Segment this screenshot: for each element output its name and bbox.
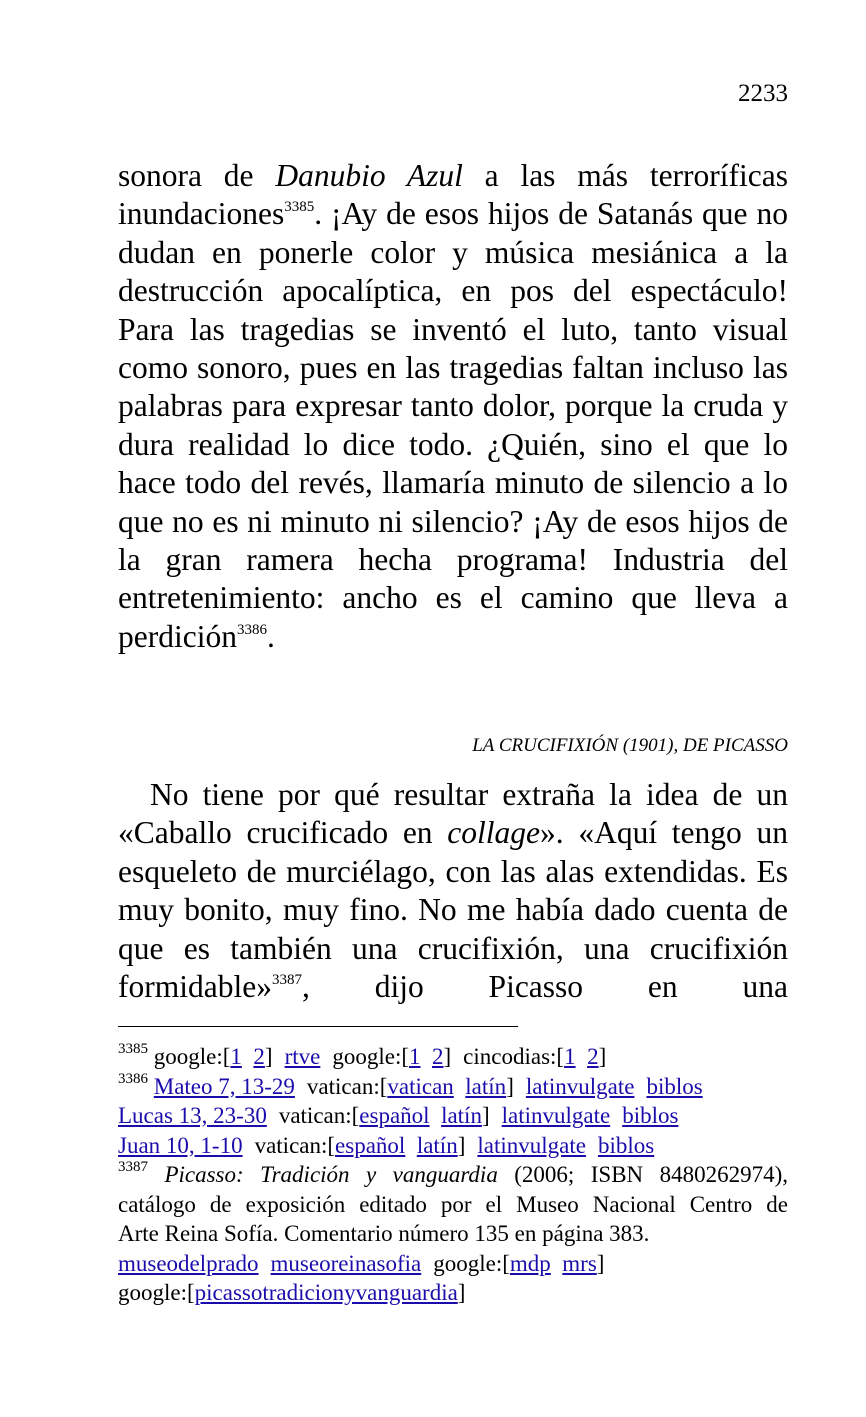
footnote-3387: $^{3387}$ Picasso: Tradición y vanguardia (2006; ISBN 8480262974), catálogo de exposición editado por el Museo Nacional Centro de (118, 1159, 788, 1217)
link-biblos-2[interactable]: biblos (622, 1103, 679, 1128)
italic-title-danubio: Danubio Azul (275, 158, 463, 193)
link-latinvulgate-2[interactable]: latinvulgate (501, 1103, 611, 1128)
footnotes (118, 1042, 788, 1308)
link-cincodias-1[interactable]: 1 (564, 1044, 576, 1069)
footnote-number: 3387 (118, 1159, 148, 1175)
link-vatican-espanol-2[interactable]: español (359, 1103, 430, 1128)
footnote-3386-line-3: Juan 10, 1-10 vatican:[español latín] latinvulgate biblos (118, 1132, 655, 1158)
link-cincodias-2[interactable]: 2 (587, 1044, 599, 1069)
italic-word-collage: collage (447, 815, 540, 851)
footnote-3386-line-1: $^{3386}$ Mateo 7, 13-29 vatican:[vatican latín] latinvulgate biblos (118, 1070, 703, 1099)
link-picassotradicionyvanguardia[interactable]: picassotradicionyvanguardia (194, 1280, 458, 1305)
link-google-2[interactable]: 2 (253, 1044, 265, 1069)
page-number: 2233 (738, 80, 788, 107)
link-biblos-1[interactable]: biblos (646, 1073, 703, 1099)
link-mrs[interactable]: mrs (562, 1250, 597, 1276)
link-vatican-1[interactable]: vatican (387, 1073, 454, 1099)
link-museodelprado[interactable]: museodelprado (118, 1250, 259, 1276)
link-mateo[interactable]: Mateo 7, 13-29 (153, 1073, 295, 1099)
body-paragraph-2: No tiene por qué resultar extraña la idea de un «Caballo crucificado en collage». «Aquí tengo un esqueleto de murciélago, con las alas extendidas. Es muy bonito, muy fino. No me había dado cuenta de que es también una crucifixión, una crucifixión formidable»$^{3387}$, dijo Picasso en una (118, 777, 788, 1005)
footnote-ref-3386[interactable]: 3386 (236, 621, 267, 638)
link-google-3[interactable]: 1 (409, 1044, 421, 1069)
footnote-ref-3387[interactable]: 3387 (271, 972, 302, 989)
body-paragraph-1: sonora de Danubio Azul a las más terroríficas inundaciones$^{3385}$. ¡Ay de esos hijos de Satanás que no dudan en ponerle color y música mesiánica a la destrucción apocalíptica, en pos del espectáculo! Para las tragedias se inventó el luto, tanto visual como sonoro, pues en las tragedias faltan incluso las palabras para expresar tanto dolor, porque la cruda y dura realidad lo dice todo. ¿Quién, sino el que lo hace todo del revés, llamaría minuto de silencio a lo que no es ni minuto ni silencio? ¡Ay de esos hijos de la gran ramera hecha programa! Industria del entretenimiento: ancho es el camino que lleva a perdición$^{3386}$. (118, 158, 788, 654)
footnote-3387-line-3: museodelprado museoreinasofia google:[mdp mrs] (118, 1250, 605, 1276)
footnote-3387-line-4: google:[picassotradicionyvanguardia] (118, 1280, 466, 1305)
footnote-book-title: Picasso: Tradición y vanguardia (164, 1162, 498, 1187)
link-vatican-latin-2[interactable]: latín (441, 1103, 482, 1128)
link-rtve[interactable]: rtve (284, 1044, 321, 1069)
link-juan[interactable]: Juan 10, 1-10 (118, 1132, 243, 1158)
footnote-3386-line-2: Lucas 13, 23-30 vatican:[español latín] latinvulgate biblos (118, 1103, 679, 1128)
link-vatican-latin-3[interactable]: latín (416, 1132, 458, 1158)
link-vatican-espanol-3[interactable]: español (335, 1132, 406, 1158)
link-lucas[interactable]: Lucas 13, 23-30 (118, 1103, 267, 1128)
section-title: LA CRUCIFIXIÓN (1901), DE PICASSO (472, 735, 788, 756)
link-biblos-3[interactable]: biblos (597, 1132, 655, 1158)
link-google-4[interactable]: 2 (432, 1044, 444, 1069)
footnote-3385: $^{3385}$ google:[1 2] rtve google:[1 2] cincodias:[1 2] (118, 1041, 607, 1069)
footnote-number: 3385 (118, 1041, 148, 1057)
link-museoreinasofia[interactable]: museoreinasofia (270, 1250, 422, 1276)
footnote-number: 3386 (118, 1070, 148, 1087)
footnote-separator (118, 1026, 518, 1027)
footnote-ref-3385[interactable]: 3385 (284, 199, 315, 216)
link-latinvulgate-3[interactable]: latinvulgate (477, 1132, 586, 1158)
link-mdp[interactable]: mdp (509, 1250, 551, 1276)
link-google-1[interactable]: 1 (230, 1044, 242, 1069)
link-vatican-latin-1[interactable]: latín (465, 1073, 507, 1099)
footnote-3387-line-2: Arte Reina Sofía. Comentario número 135 en página 383. (118, 1221, 650, 1246)
link-latinvulgate-1[interactable]: latinvulgate (525, 1073, 635, 1099)
